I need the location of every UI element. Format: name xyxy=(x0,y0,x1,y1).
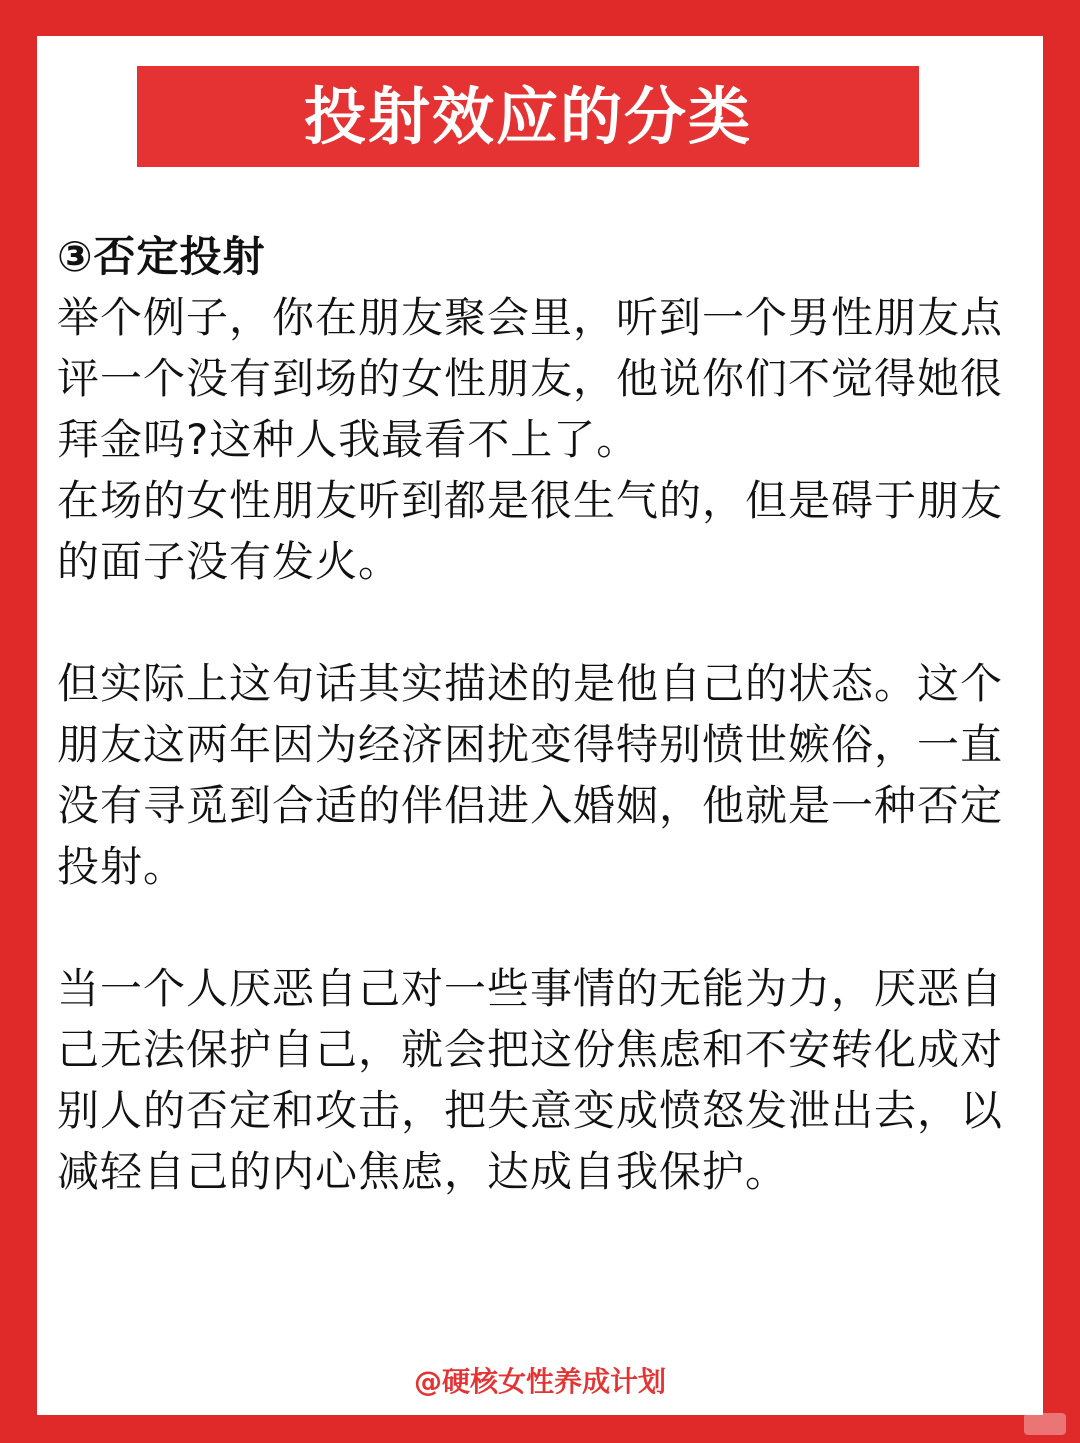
paragraph-explanation: 但实际上这句话其实描述的是他自己的状态。这个朋友这两年因为经济困扰变得特别愤世嫉俗，一直没有寻觅到合适的伴侣进入婚姻，他就是一种否定投射。 xyxy=(57,659,1004,891)
title-banner xyxy=(137,66,919,167)
page-title: 投射效应的分类 xyxy=(303,79,752,153)
section-heading: ③否定投射 xyxy=(57,232,266,281)
author-credit: @硬核女性养成计划 xyxy=(413,1365,666,1398)
content-card xyxy=(37,36,1043,1415)
paragraph-spacer xyxy=(57,897,1017,958)
watermark-badge xyxy=(1024,1413,1066,1435)
paragraph-spacer xyxy=(57,592,1017,653)
article-body xyxy=(57,226,1017,1202)
paragraph-conclusion: 当一个人厌恶自己对一些事情的无能为力，厌恶自己无法保护自己，就会把这份焦虑和不安转化成对别人的否定和攻击，把失意变成愤怒发泄出去，以减轻自己的内心焦虑，达成自我保护。 xyxy=(57,964,1004,1196)
paragraph-example: 举个例子，你在朋友聚会里，听到一个男性朋友点评一个没有到场的女性朋友，他说你们不觉得她很拜金吗?这种人我最看不上了。 在场的女性朋友听到都是很生气的，但是碍于朋友的面子没有发火。 xyxy=(57,293,1004,586)
